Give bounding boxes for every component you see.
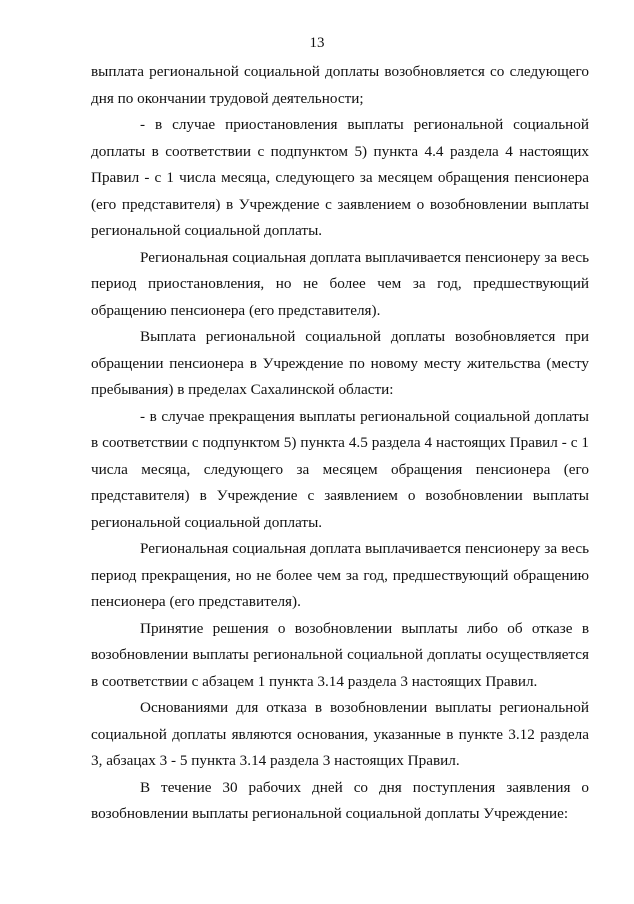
page-number: 13 bbox=[309, 35, 325, 51]
document-body bbox=[91, 59, 589, 828]
paragraph: Принятие решения о возобновлении выплаты либо об отказе в возобновлении выплаты региональной социальной доплаты осуществляется в соответствии с абзацем 1 пункта 3.14 раздела 3 настоящих Правил. bbox=[91, 619, 589, 690]
paragraph: В течение 30 рабочих дней со дня поступления заявления о возобновлении выплаты региональной социальной доплаты Учреждение: bbox=[91, 778, 589, 822]
paragraph: Региональная социальная доплата выплачивается пенсионеру за весь период прекращения, но не более чем за год, предшествующий обращению пенсионера (его представителя). bbox=[91, 540, 589, 610]
paragraph: выплата региональной социальной доплаты возобновляется со следующего дня по окончании трудовой деятельности; bbox=[91, 63, 589, 107]
paragraph: Основаниями для отказа в возобновлении выплаты региональной социальной доплаты являются основания, указанные в пункте 3.12 раздела 3, абзацах 3 - 5 пункта 3.14 раздела 3 настоящих Правил. bbox=[91, 699, 589, 769]
paragraph: - в случае прекращения выплаты региональной социальной доплаты в соответствии с подпунктом 5) пункта 4.5 раздела 4 настоящих Правил - с 1 числа месяца, следующего за месяцем обращения пенсионера (его представителя) в Учреждение с заявлением о возобновлении выплаты региональной социальной доплаты. bbox=[91, 407, 589, 531]
paragraph: - в случае приостановления выплаты региональной социальной доплаты в соответствии с подпунктом 5) пункта 4.4 раздела 4 настоящих Правил - с 1 числа месяца, следующего за месяцем обращения пенсионера (его представителя) в Учреждение с заявлением о возобновлении выплаты региональной социальной доплаты. bbox=[91, 116, 589, 239]
paragraph: Выплата региональной социальной доплаты возобновляется при обращении пенсионера в Учреждение по новому месту жительства (месту пребывания) в пределах Сахалинской области: bbox=[91, 328, 589, 398]
paragraph: Региональная социальная доплата выплачивается пенсионеру за весь период приостановления, но не более чем за год, предшествующий обращению пенсионера (его представителя). bbox=[91, 248, 589, 319]
